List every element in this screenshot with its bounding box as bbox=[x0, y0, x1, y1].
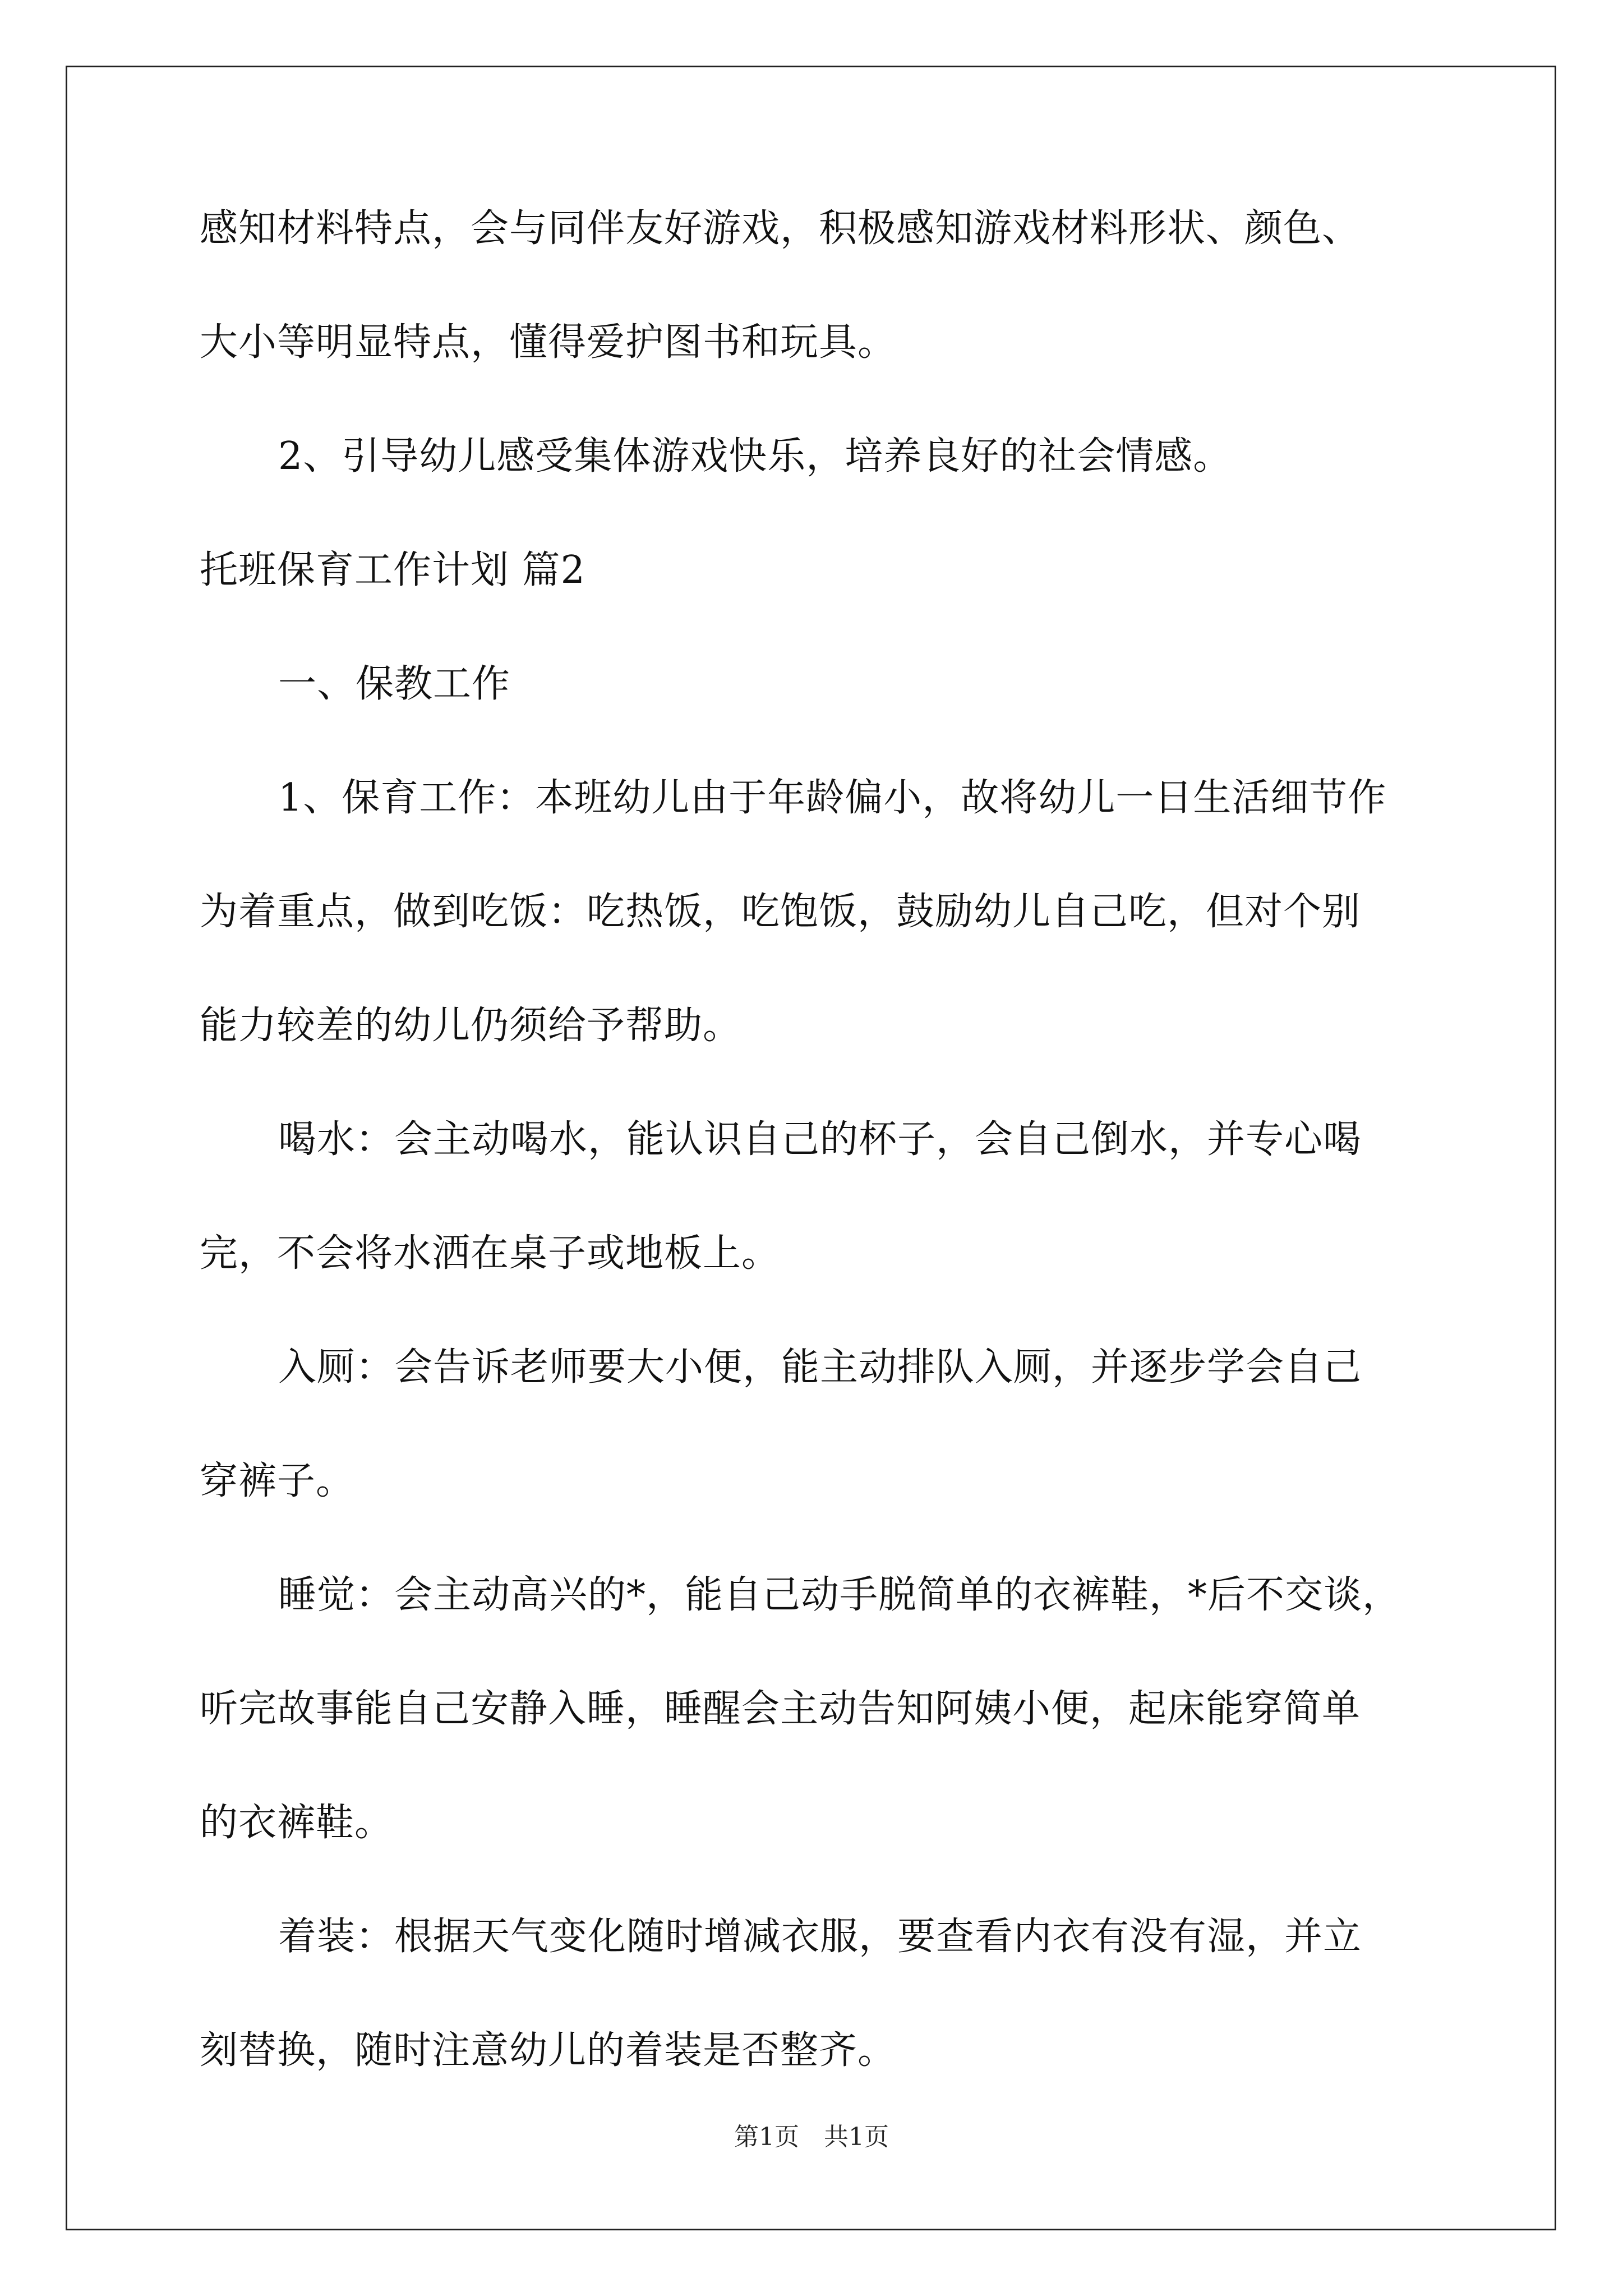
text-line-8: 能力较差的幼儿仍须给予帮助。 bbox=[200, 1004, 742, 1048]
text-line-11: 入厕：会告诉老师要大小便，能主动排队入厕，并逐步学会自己 bbox=[278, 1345, 1362, 1389]
text-line-9: 喝水：会主动喝水，能认识自己的杯子，会自己倒水，并专心喝 bbox=[278, 1117, 1362, 1162]
text-line-10: 完，不会将水洒在桌子或地板上。 bbox=[200, 1231, 781, 1276]
text-line-16: 着装：根据天气变化随时增减衣服，要查看内衣有没有湿，并立 bbox=[278, 1915, 1362, 1959]
text-line-1: 感知材料特点，会与同伴友好游戏，积极感知游戏材料形状、颜色、 bbox=[200, 206, 1361, 251]
text-line-7: 为着重点，做到吃饭：吃热饭，吃饱饭，鼓励幼儿自己吃，但对个别 bbox=[200, 890, 1361, 934]
subsection-heading: 一、保教工作 bbox=[278, 662, 511, 706]
text-line-14: 听完故事能自己安静入睡，睡醒会主动告知阿姨小便，起床能穿简单 bbox=[200, 1687, 1361, 1731]
text-line-12: 穿裤子。 bbox=[200, 1459, 355, 1503]
page-footer: 第1页 共1页 bbox=[734, 2123, 889, 2151]
text-line-13: 睡觉：会主动高兴的*，能自己动手脱简单的衣裤鞋，*后不交谈， bbox=[278, 1573, 1401, 1617]
text-line-3: 2、引导幼儿感受集体游戏快乐，培养良好的社会情感。 bbox=[278, 434, 1232, 478]
text-line-17: 刻替换，随时注意幼儿的着装是否整齐。 bbox=[200, 2028, 897, 2073]
section-heading: 托班保育工作计划 篇2 bbox=[200, 548, 585, 592]
text-line-6: 1、保育工作：本班幼儿由于年龄偏小，故将幼儿一日生活细节作 bbox=[278, 776, 1387, 820]
text-line-2: 大小等明显特点，懂得爱护图书和玩具。 bbox=[200, 320, 897, 365]
text-line-15: 的衣裤鞋。 bbox=[200, 1801, 394, 1845]
